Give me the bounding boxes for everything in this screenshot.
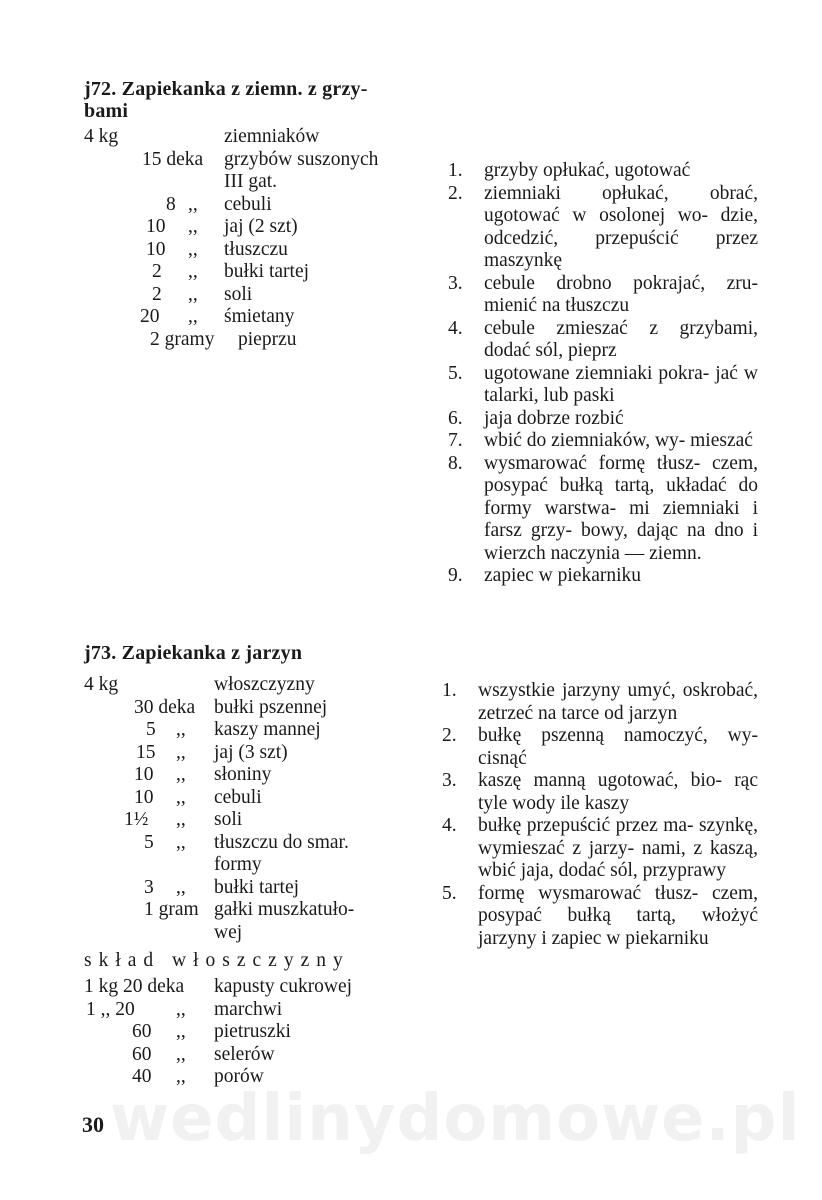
- ingredient-row: 1 gram gałki muszkatuło-: [144, 899, 355, 920]
- composition-row: 40 ,, porów: [132, 1066, 264, 1087]
- composition-row: 1 kg 20 deka kapusty cukrowej: [84, 976, 353, 997]
- ingredient-row: formy: [214, 854, 262, 875]
- step-item: 1. wszystkie jarzyny umyć, oskrobać, zetrzeć na tarce od jarzyn: [442, 680, 758, 724]
- watermark: wedlinydomowe.pl: [110, 1082, 801, 1156]
- ingredient-row: III gat.: [224, 171, 278, 192]
- ingredient-row: 30 deka bułki pszennej: [134, 696, 328, 718]
- composition-row: 60 ,, selerów: [132, 1043, 275, 1065]
- ingredient-row: 4 kg włoszczyzny: [84, 674, 315, 695]
- step-item: 7. wbić do ziemniaków, wy- mieszać: [448, 430, 753, 451]
- ingredient-row: 4 kg ziemniaków: [84, 126, 320, 147]
- ingredient-row: 3 ,, bułki tartej: [144, 876, 300, 898]
- ingredient-row: 10 ,, tłuszczu: [146, 238, 288, 260]
- step-item: 3. kaszę manną ugotować, bio- rąc tyle wody ile kaszy: [442, 770, 758, 814]
- ingredient-row: 1½ ,, soli: [124, 809, 243, 830]
- composition-row: 60 ,, pietruszki: [132, 1021, 291, 1042]
- ingredient-row: 15 ,, jaj (3 szt): [136, 741, 288, 763]
- step-item: 2. bułkę pszenną namoczyć, wy- cisnąć: [442, 725, 758, 769]
- ingredient-row: 5 ,, kaszy mannej: [146, 719, 321, 740]
- recipe-72-title: j72. Zapiekanka z ziemn. z grzy-: [84, 78, 368, 100]
- ingredient-row: 10 ,, jaj (2 szt): [146, 216, 298, 237]
- ingredient-row: 5 ,, tłuszczu do smar.: [144, 831, 349, 853]
- step-item: 1. grzyby opłukać, ugotować: [448, 160, 691, 181]
- step-item: 5. ugotowane ziemniaki pokra- jać w talarki, lub paski: [448, 362, 758, 406]
- ingredient-row: 2 gramy pieprzu: [150, 328, 297, 350]
- step-item: 4. bułkę przepuścić przez ma- szynkę, wymieszać z jarzy- nami, z kaszą, wbić jaja, dodać sól, przyprawy: [442, 815, 758, 881]
- step-item: 3. cebule drobno pokrajać, zru- mienić na tłuszczu: [448, 272, 758, 316]
- step-item: 9. zapiec w piekarniku: [448, 565, 642, 586]
- ingredient-row: 2 ,, soli: [152, 283, 253, 305]
- ingredient-row: 10 ,, słoniny: [134, 764, 272, 785]
- ingredient-row: 2 ,, bułki tartej: [152, 261, 310, 282]
- page-number: 30: [82, 1112, 104, 1137]
- recipe-72-title-cont: bami: [84, 100, 129, 122]
- ingredient-row: wej: [214, 921, 243, 943]
- step-item: 4. cebule zmieszać z grzybami, dodać sól, pieprz: [448, 317, 758, 361]
- recipe-73-steps: [442, 680, 758, 950]
- step-item: 5. formę wysmarować tłusz- czem, posypać bułką tartą, włożyć jarzyny i zapiec w piekarniku: [442, 882, 758, 949]
- ingredient-row: 8 ,, cebuli: [166, 193, 272, 215]
- recipe-72-steps: [448, 160, 758, 588]
- composition-list: [84, 976, 424, 1089]
- ingredient-row: 15 deka grzybów suszonych: [142, 148, 379, 170]
- composition-heading: skład włoszczyzny: [84, 950, 350, 971]
- ingredient-row: 20 ,, śmietany: [140, 306, 295, 327]
- recipe-73-ingredients: [84, 674, 424, 944]
- composition-row: 1 ,, 20 ,, marchwi: [86, 998, 283, 1020]
- step-item: 2. ziemniaki opłukać, obrać, ugotować w osolonej wo- dzie, odcedzić, przepuścić przez maszynkę: [448, 182, 758, 271]
- step-item: 6. jaja dobrze rozbić: [448, 407, 624, 429]
- recipe-73-title: j73. Zapiekanka z jarzyn: [84, 642, 303, 664]
- step-item: 8. wysmarować formę tłusz- czem, posypać bułką tartą, układać do formy warstwa- mi ziemniaki i farsz grzy- bowy, dając na dno i wierzch naczynia — ziemn.: [448, 452, 758, 564]
- recipe-72-ingredients: [84, 126, 424, 351]
- ingredient-row: 10 ,, cebuli: [134, 786, 262, 808]
